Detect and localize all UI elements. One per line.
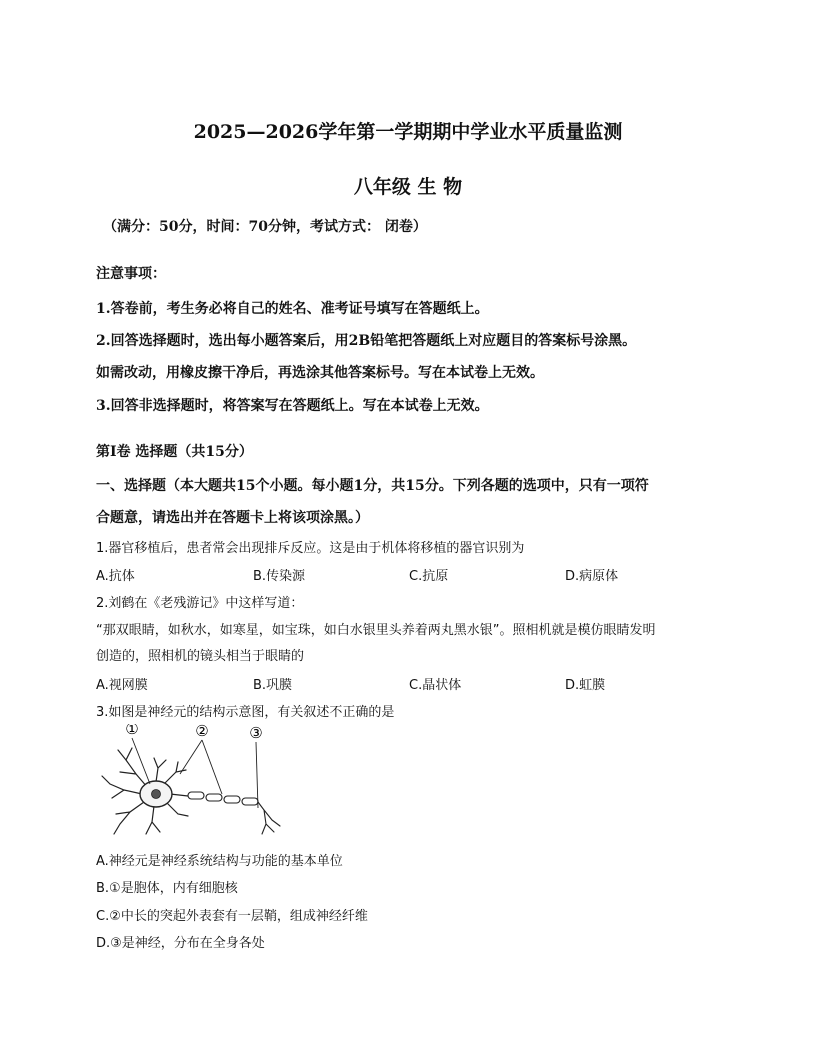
neuron-diagram — [96, 724, 286, 844]
question-2-stem-line2: “那双眼睛，如秋水，如寒星，如宝珠，如白水银里头养着两丸黑水银”。照相机就是模仿眼睛发明 — [96, 623, 656, 638]
section-intro-line2: 合题意，请选出并在答题卡上将该项涂黑。） — [96, 510, 369, 526]
question-2-option-b: B.巩膜 — [253, 678, 293, 693]
question-3-option-a: A.神经元是神经系统结构与功能的基本单位 — [96, 854, 343, 869]
notice-item-1: 1.答卷前，考生务必将自己的姓名、准考证号填写在答题纸上。 — [96, 301, 489, 317]
notice-item-3: 3.回答非选择题时，将答案写在答题纸上。写在本试卷上无效。 — [96, 398, 489, 414]
exam-subject: 八年级 生 物 — [353, 176, 463, 198]
question-1-option-c: C.抗原 — [409, 569, 449, 584]
neuron-label-3: ③ — [249, 724, 263, 742]
notice-item-2-cont: 如需改动，用橡皮擦干净后，再选涂其他答案标号。写在本试卷上无效。 — [96, 365, 544, 381]
question-2-stem-line3: 创造的，照相机的镜头相当于眼睛的 — [96, 649, 305, 664]
question-1-option-b: B.传染源 — [253, 569, 306, 584]
question-1-option-a: A.抗体 — [96, 569, 135, 584]
exam-info: （满分：50分，时间：70分钟，考试方式： 闭卷） — [103, 219, 427, 235]
notice-heading: 注意事项： — [96, 266, 166, 282]
question-3-stem: 3.如图是神经元的结构示意图，有关叙述不正确的是 — [96, 705, 395, 720]
neuron-label-2: ② — [195, 724, 209, 740]
question-1-option-d: D.病原体 — [565, 569, 619, 584]
exam-title: 2025—2026学年第一学期期中学业水平质量监测 — [193, 121, 623, 143]
neuron-label-1: ① — [125, 724, 139, 738]
question-2-option-a: A.视网膜 — [96, 678, 148, 693]
question-3-option-c: C.②中长的突起外表套有一层鞘，组成神经纤维 — [96, 909, 368, 924]
question-2-option-c: C.晶状体 — [409, 678, 462, 693]
part-title: 第I卷 选择题（共15分） — [96, 444, 253, 460]
section-intro-line1: 一、选择题（本大题共15个小题。每小题1分，共15分。下列各题的选项中，只有一项符 — [96, 478, 649, 494]
question-3-option-d: D.③是神经，分布在全身各处 — [96, 936, 265, 951]
notice-item-2: 2.回答选择题时，选出每小题答案后，用2B铅笔把答题纸上对应题目的答案标号涂黑。 — [96, 333, 637, 349]
question-3-option-b: B.①是胞体，内有细胞核 — [96, 881, 238, 896]
question-2-stem-line1: 2.刘鹤在《老残游记》中这样写道： — [96, 596, 304, 611]
question-2-option-d: D.虹膜 — [565, 678, 606, 693]
question-1-stem: 1.器官移植后，患者常会出现排斥反应。这是由于机体将移植的器官识别为 — [96, 541, 525, 556]
